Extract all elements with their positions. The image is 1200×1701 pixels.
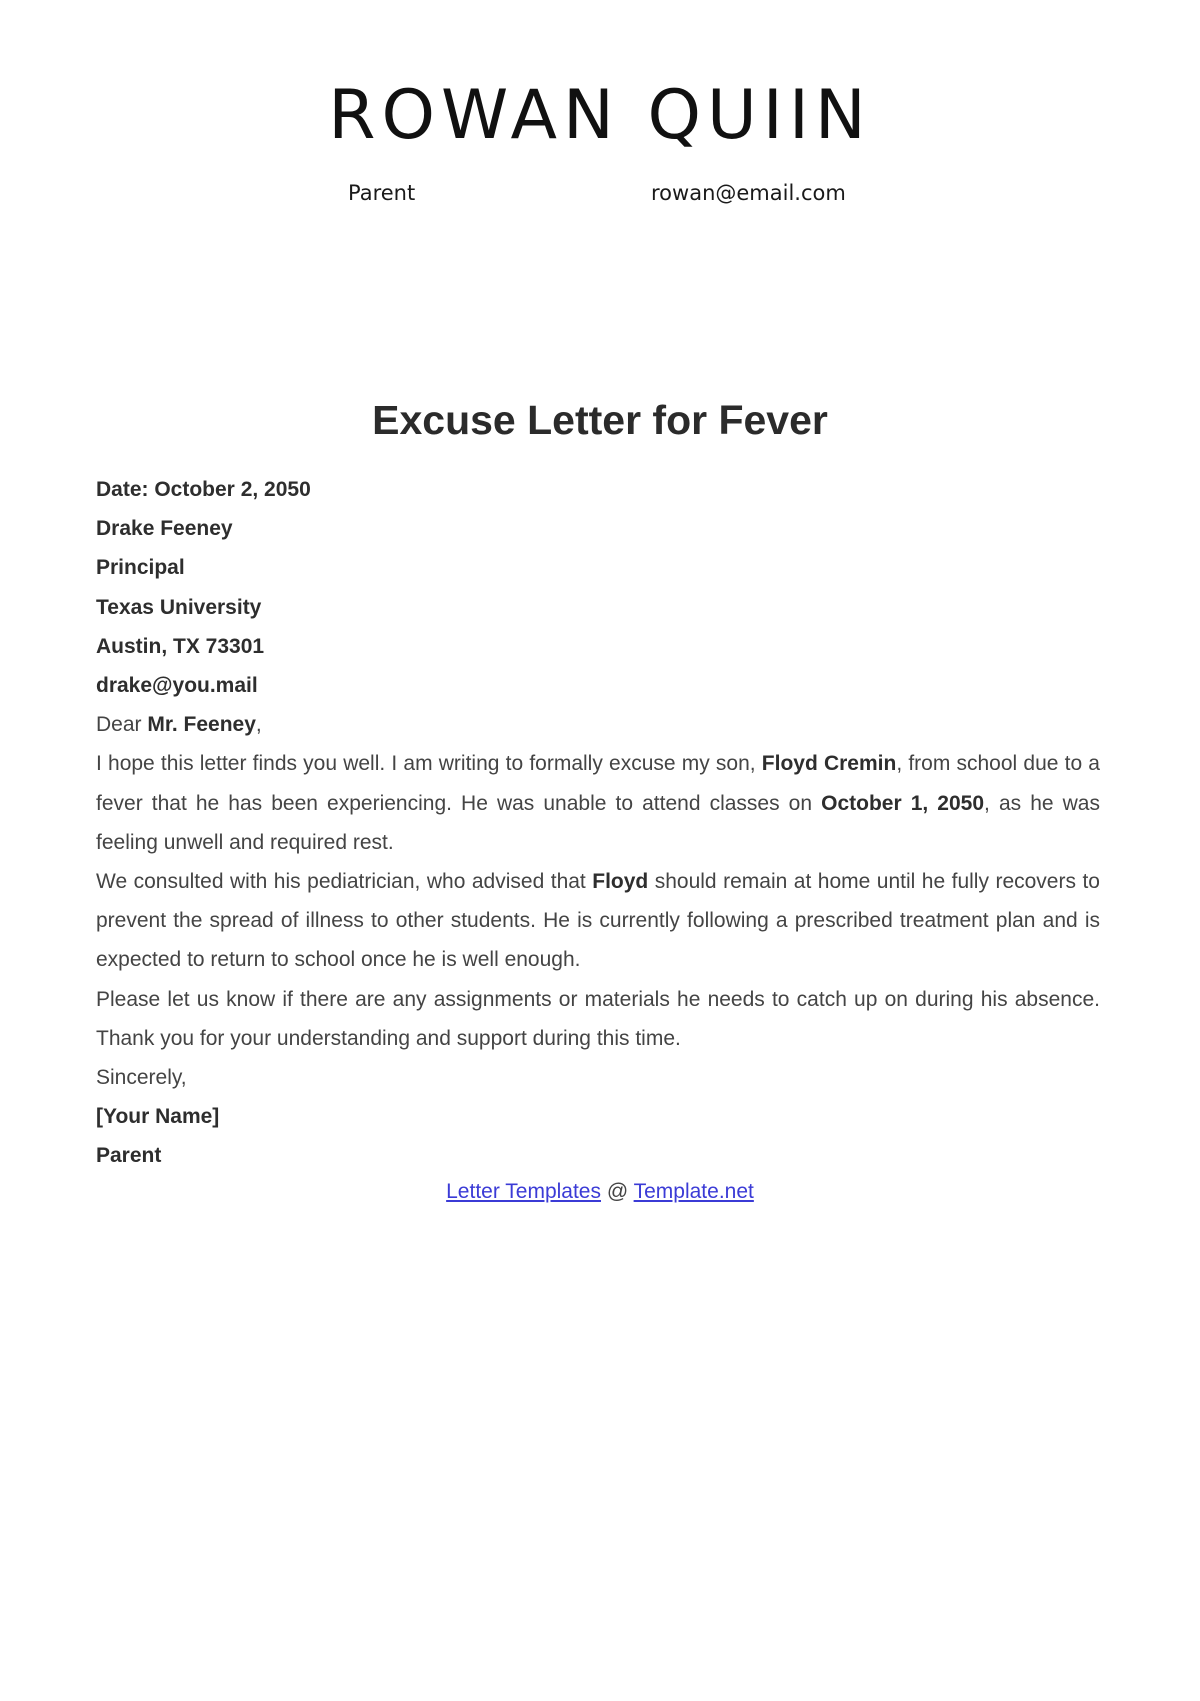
salutation-prefix: Dear — [96, 713, 148, 737]
student-name: Floyd Cremin — [761, 752, 897, 776]
letter-templates-link[interactable]: Letter Templates — [446, 1180, 601, 1203]
letterhead-role: Parent — [348, 181, 416, 205]
letterhead-name: ROWAN QUIIN — [328, 76, 872, 155]
paragraph-2-part-1: We consulted with his pediatrician, who advised that — [96, 870, 593, 894]
paragraph-1-part-2: , from school due to a fever that he has been experiencing. He was unable to attend classes on — [96, 752, 1100, 815]
letterhead-email: rowan@email.com — [651, 181, 846, 205]
valediction: Sincerely, — [96, 1066, 187, 1090]
signer-role: Parent — [96, 1144, 162, 1168]
paragraph-1 — [96, 744, 1100, 862]
recipient-email: drake@you.mail — [96, 674, 258, 698]
template-net-link[interactable]: Template.net — [633, 1180, 754, 1203]
absence-date: October 1, 2050 — [821, 791, 985, 815]
signer-name: [Your Name] — [96, 1105, 220, 1129]
recipient-position: Principal — [96, 556, 185, 580]
recipient-organization: Texas University — [96, 595, 262, 619]
salutation — [96, 705, 1100, 744]
paragraph-2-part-2: should remain at home until he fully recovers to prevent the spread of illness to other students. He is currently following a prescribed treatment plan and is expected to return to school once he is well enough. — [96, 870, 1100, 972]
salutation-suffix: , — [255, 713, 262, 737]
paragraph-1-part-1: I hope this letter finds you well. I am writing to formally excuse my son, — [96, 752, 762, 776]
paragraph-1-part-3: , as he was feeling unwell and required rest. — [96, 791, 1100, 854]
paragraph-3: Please let us know if there are any assignments or materials he needs to catch up on during his absence. Thank you for your understanding and support during this time. — [96, 987, 1100, 1050]
date-line: Date: October 2, 2050 — [96, 478, 311, 501]
paragraph-2 — [96, 862, 1100, 980]
footer-separator: @ — [601, 1180, 634, 1203]
recipient-name: Drake Feeney — [96, 517, 233, 541]
recipient-address: Austin, TX 73301 — [96, 634, 265, 658]
student-first-name: Floyd — [592, 870, 649, 894]
letter-title: Excuse Letter for Fever — [372, 397, 828, 443]
footer-links — [0, 1172, 1200, 1211]
salutation-name: Mr. Feeney — [147, 713, 256, 737]
letter-body — [96, 470, 1100, 1176]
